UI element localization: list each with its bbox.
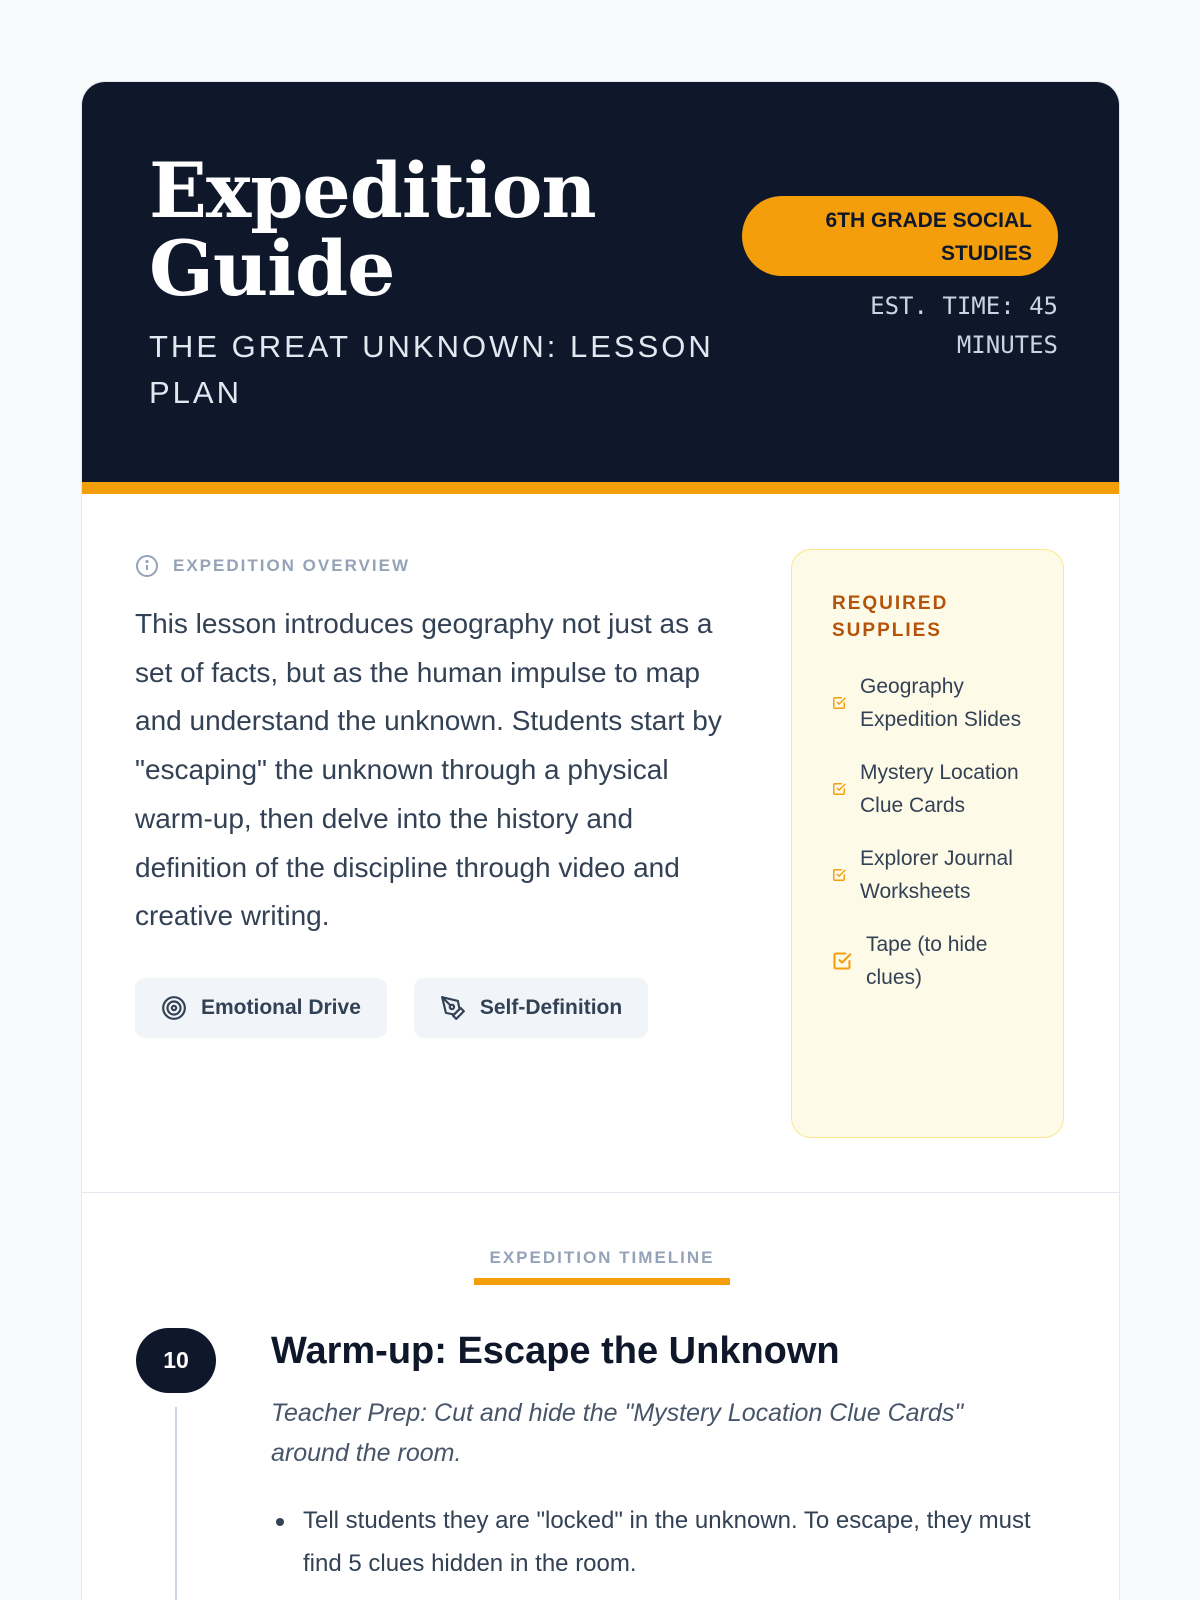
supplies-title: REQUIRED SUPPLIES bbox=[832, 593, 949, 641]
tag-self-definition[interactable] bbox=[414, 978, 648, 1038]
lesson-header bbox=[82, 82, 1119, 494]
checkbox-icon bbox=[832, 782, 846, 796]
timeline-connector bbox=[175, 1407, 177, 1600]
section-divider bbox=[82, 1192, 1119, 1193]
overview-section bbox=[135, 552, 735, 1038]
supply-item bbox=[832, 670, 1023, 736]
supply-item bbox=[832, 842, 1023, 908]
checkbox-icon bbox=[832, 868, 846, 882]
page-subtitle: THE GREAT UNKNOWN: LESSON PLAN bbox=[149, 329, 714, 410]
overview-text: This lesson introduces geography not just as a set of facts, but as the human impulse to map and understand the unknown. Students start by "escaping" the unknown through a physical warm-up, then delve into the history and definition of the discipline through video and creative writing. bbox=[135, 608, 722, 932]
tag-emotional-drive[interactable] bbox=[135, 978, 387, 1038]
supply-label: Explorer Journal Worksheets bbox=[860, 847, 1013, 903]
supply-item bbox=[832, 928, 1023, 994]
info-circle-icon bbox=[135, 554, 159, 578]
pen-tool-icon bbox=[440, 995, 466, 1021]
step-instructions bbox=[271, 1499, 1031, 1585]
grade-badge: 6TH GRADE SOCIAL STUDIES bbox=[742, 196, 1058, 276]
lesson-card bbox=[81, 81, 1120, 1600]
timeline-heading: EXPEDITION TIMELINE bbox=[474, 1248, 730, 1285]
supply-item bbox=[832, 756, 1023, 822]
checkbox-icon bbox=[832, 696, 846, 710]
page-title: Expedition Guide bbox=[149, 146, 596, 313]
tag-label: Emotional Drive bbox=[201, 995, 361, 1019]
overview-heading bbox=[135, 552, 735, 580]
step-minutes-badge: 10 bbox=[136, 1328, 216, 1393]
tag-label: Self-Definition bbox=[479, 995, 623, 1019]
checkbox-icon bbox=[832, 951, 852, 971]
target-icon bbox=[161, 995, 187, 1021]
tag-list bbox=[135, 978, 735, 1038]
step-title: Warm-up: Escape the Unknown bbox=[271, 1330, 840, 1372]
estimated-time: EST. TIME: 45 MINUTES bbox=[870, 292, 1058, 359]
overview-label: EXPEDITION OVERVIEW bbox=[173, 556, 411, 575]
supply-label: Tape (to hide clues) bbox=[866, 933, 988, 989]
supply-label: Geography Expedition Slides bbox=[860, 675, 1022, 731]
supply-label: Mystery Location Clue Cards bbox=[860, 761, 1019, 817]
list-item: Tell students they are "locked" in the unknown. To escape, they must find 5 clues hidden in the room. bbox=[271, 1499, 1031, 1585]
step-teacher-prep: Teacher Prep: Cut and hide the "Mystery Location Clue Cards" around the room. bbox=[271, 1399, 964, 1467]
supplies-panel bbox=[791, 549, 1064, 1138]
